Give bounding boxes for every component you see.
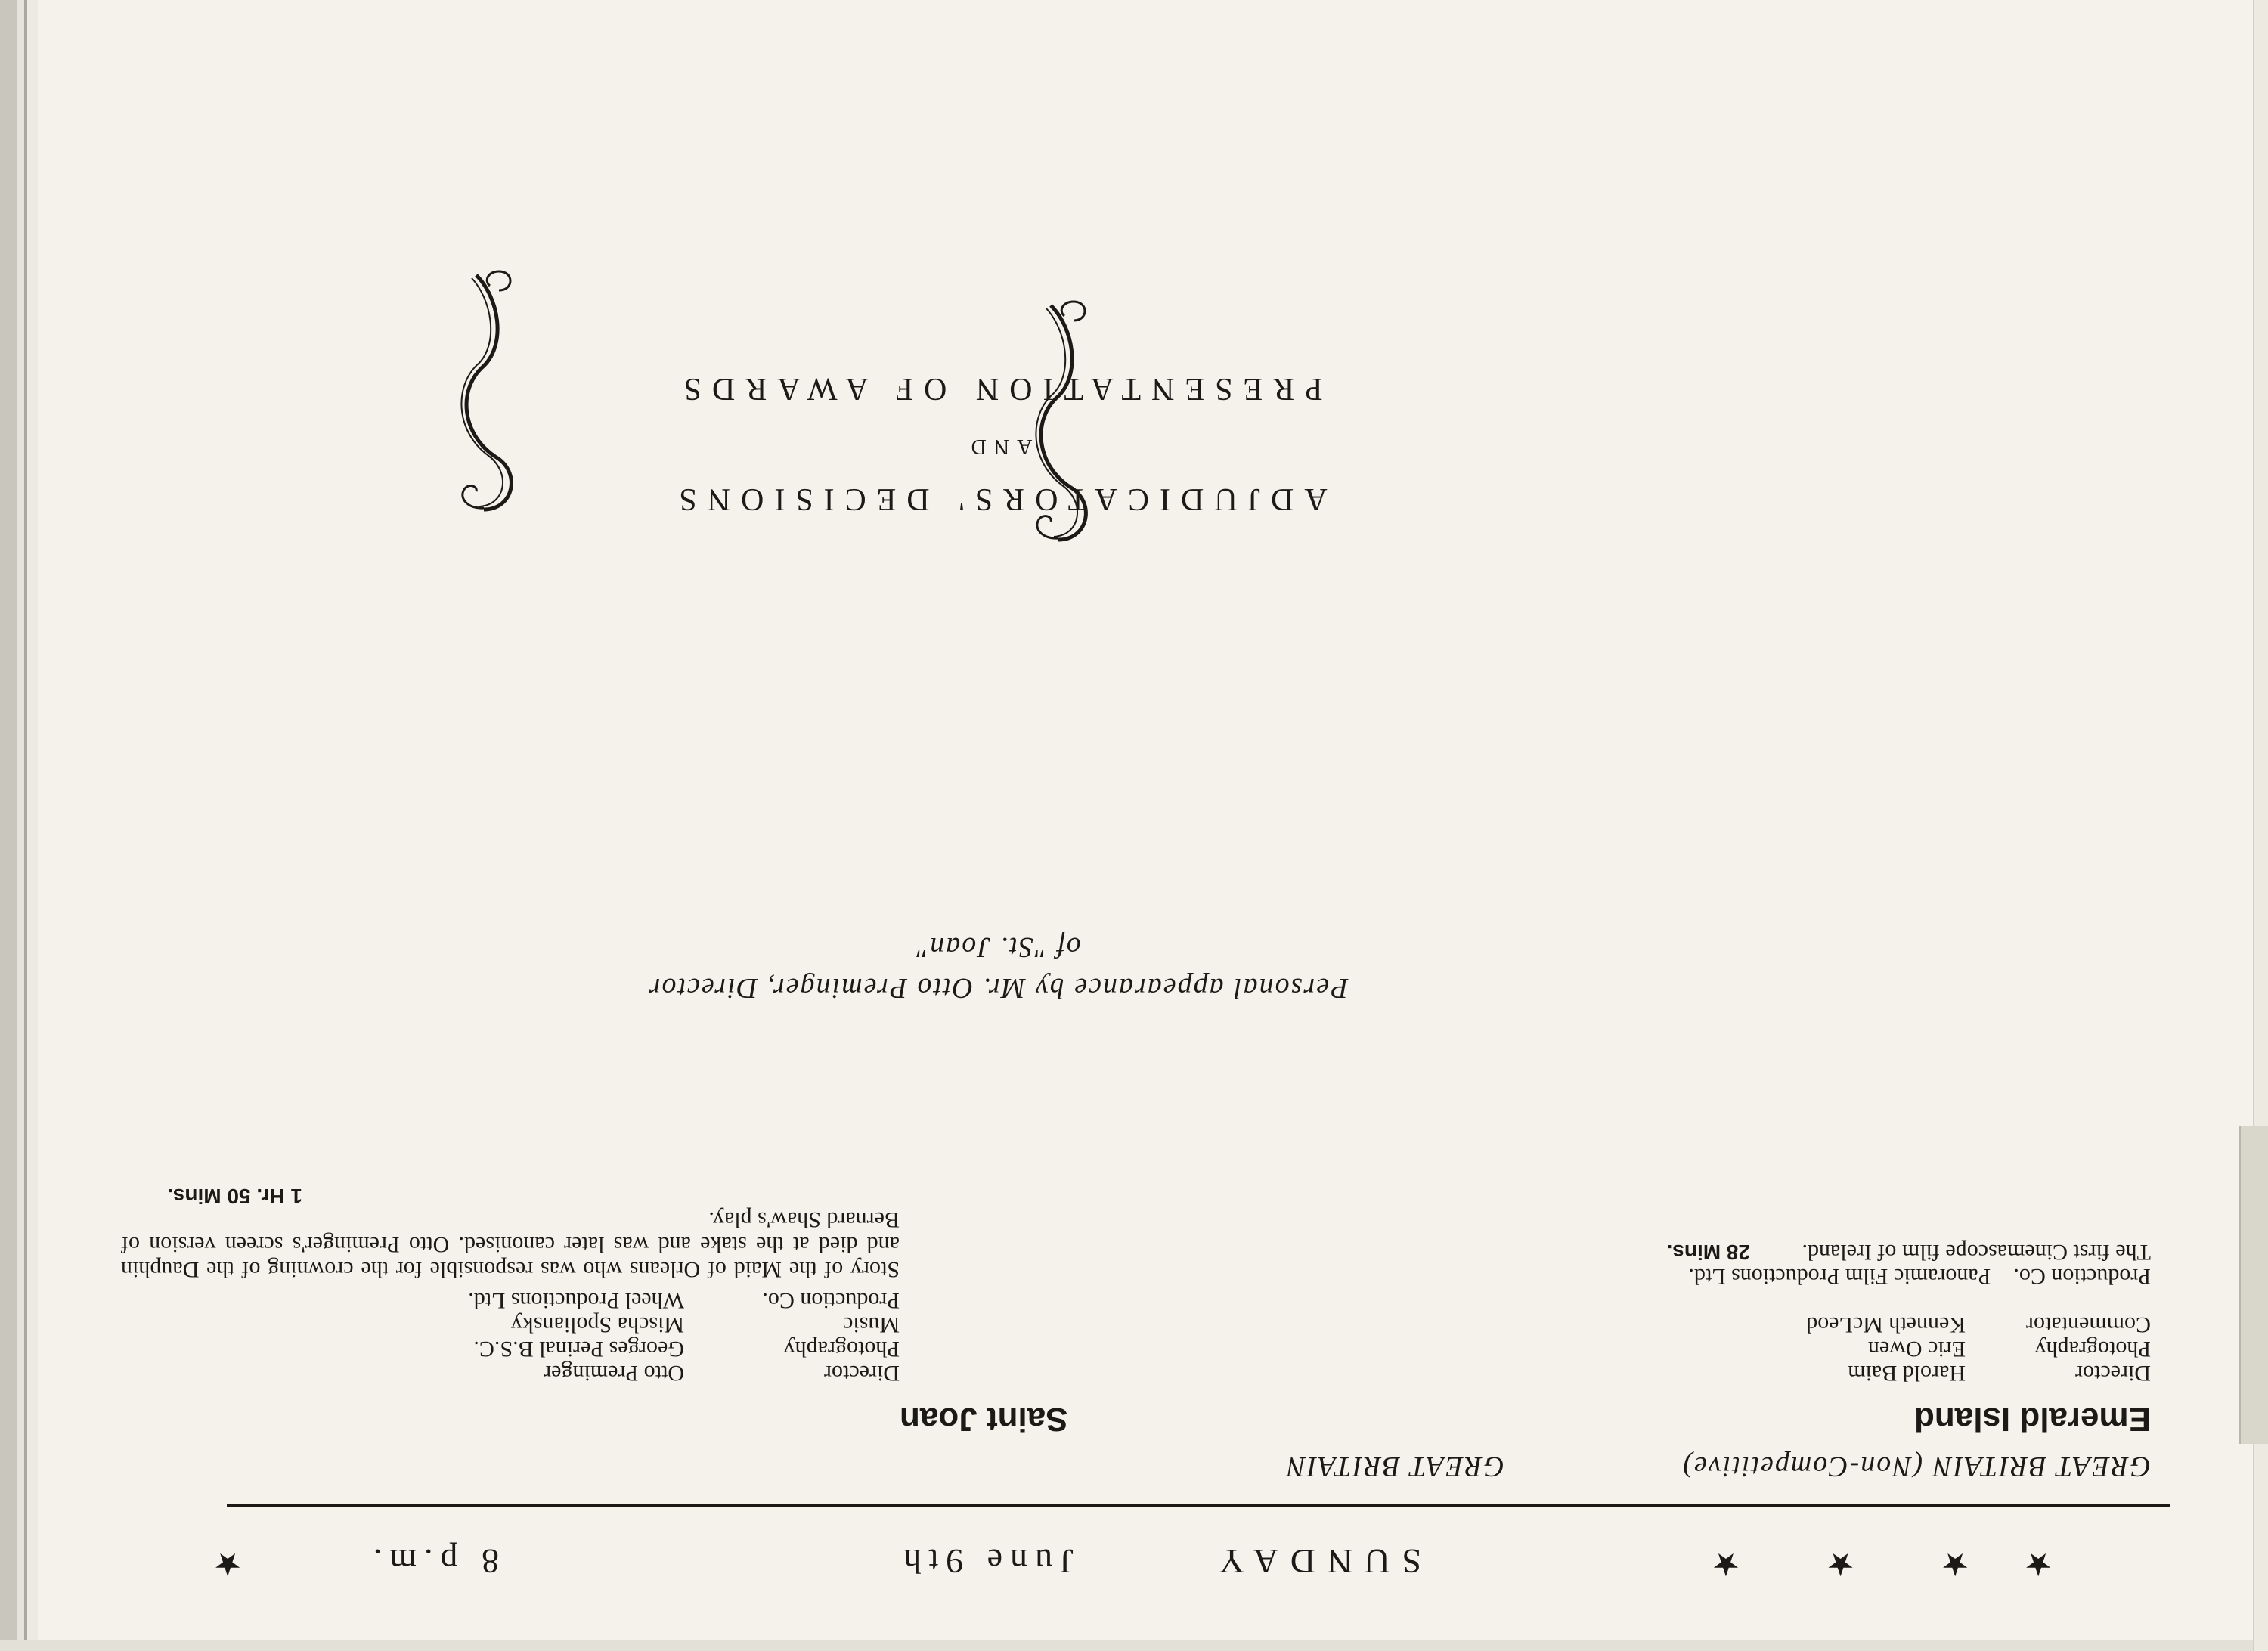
flourish-icon [438, 268, 529, 517]
awards-and: AND [963, 435, 1033, 458]
appearance-line: of "St. Joan" [915, 931, 1081, 963]
credit-row [121, 1361, 900, 1385]
credit-name: Mischa Spoliansky [510, 1312, 684, 1337]
country-label: GREAT BRITAIN (Non-Competitive) [1681, 1451, 2151, 1482]
star-icon: ★ [1941, 1546, 1969, 1583]
credit-row [1501, 1337, 2151, 1361]
star-icon: ★ [213, 1546, 242, 1583]
header-time: 8 p.m. [365, 1542, 499, 1581]
credit-role: Photography [783, 1337, 900, 1361]
credits-block [121, 1288, 900, 1385]
description-row [1501, 1240, 2151, 1264]
credit-role: Production Co. [762, 1288, 900, 1313]
credit-row [121, 1312, 900, 1337]
awards-heading: PRESENTATION OF AWARDS [673, 371, 1323, 406]
header-day: SUNDAY [1207, 1542, 1421, 1581]
credit-row [1501, 1312, 2151, 1337]
film-title: Emerald Island [1913, 1401, 2151, 1438]
star-icon: ★ [2024, 1546, 2053, 1583]
star-icon: ★ [1712, 1546, 1740, 1583]
credit-name: Wheel Productions Ltd. [468, 1288, 684, 1313]
film-runtime: 1 Hr. 50 Mins. [167, 1185, 302, 1208]
awards-heading: ADJUDICATORS' DECISIONS [668, 482, 1328, 516]
appearance-line: Personal appearance by Mr. Otto Preminger, Director [647, 972, 1349, 1004]
header-rule [227, 1504, 2170, 1507]
credit-role: Director [824, 1361, 900, 1386]
flourish-icon [1013, 298, 1104, 547]
credit-name: Georges Perinal B.S.C. [473, 1337, 684, 1361]
awards-block [469, 370, 1527, 517]
header-date: June 9th [896, 1542, 1074, 1581]
credit-row [1501, 1264, 2151, 1288]
film-description [121, 1207, 900, 1282]
credit-row [121, 1288, 900, 1312]
film-runtime: 28 Mins. [1666, 1241, 1750, 1264]
credit-name: Kenneth McLeod [1806, 1312, 1966, 1337]
star-group [1712, 1546, 1969, 1583]
film-title: Saint Joan [900, 1401, 1068, 1438]
credit-name: Harold Baim [1848, 1361, 1966, 1386]
credit-role: Photography [2034, 1337, 2151, 1361]
credit-role: Commentator [2026, 1312, 2151, 1337]
production-company: Production Co. Panoramic Film Productions Ltd. [1688, 1264, 2151, 1289]
credits-block [1501, 1240, 2151, 1385]
personal-appearance [620, 927, 1376, 1008]
credit-row [121, 1337, 900, 1361]
country-label: GREAT BRITAIN [1284, 1451, 1504, 1482]
credit-role: Director [2075, 1361, 2151, 1386]
credit-row [1501, 1361, 2151, 1385]
film-description: The first Cinemascope film of Ireland. [1802, 1240, 2151, 1265]
credit-name: Eric Owen [1867, 1337, 1966, 1361]
description-text: Story of the Maid of Orleans who was responsible for the crowning of the Dauphin and died at the stake and was later canonised. Otto Preminger's screen version of Bernard Shaw's play. [121, 1207, 900, 1282]
credit-role: Music [843, 1312, 900, 1337]
credit-name: Otto Preminger [544, 1361, 684, 1386]
star-icon: ★ [1826, 1546, 1855, 1583]
